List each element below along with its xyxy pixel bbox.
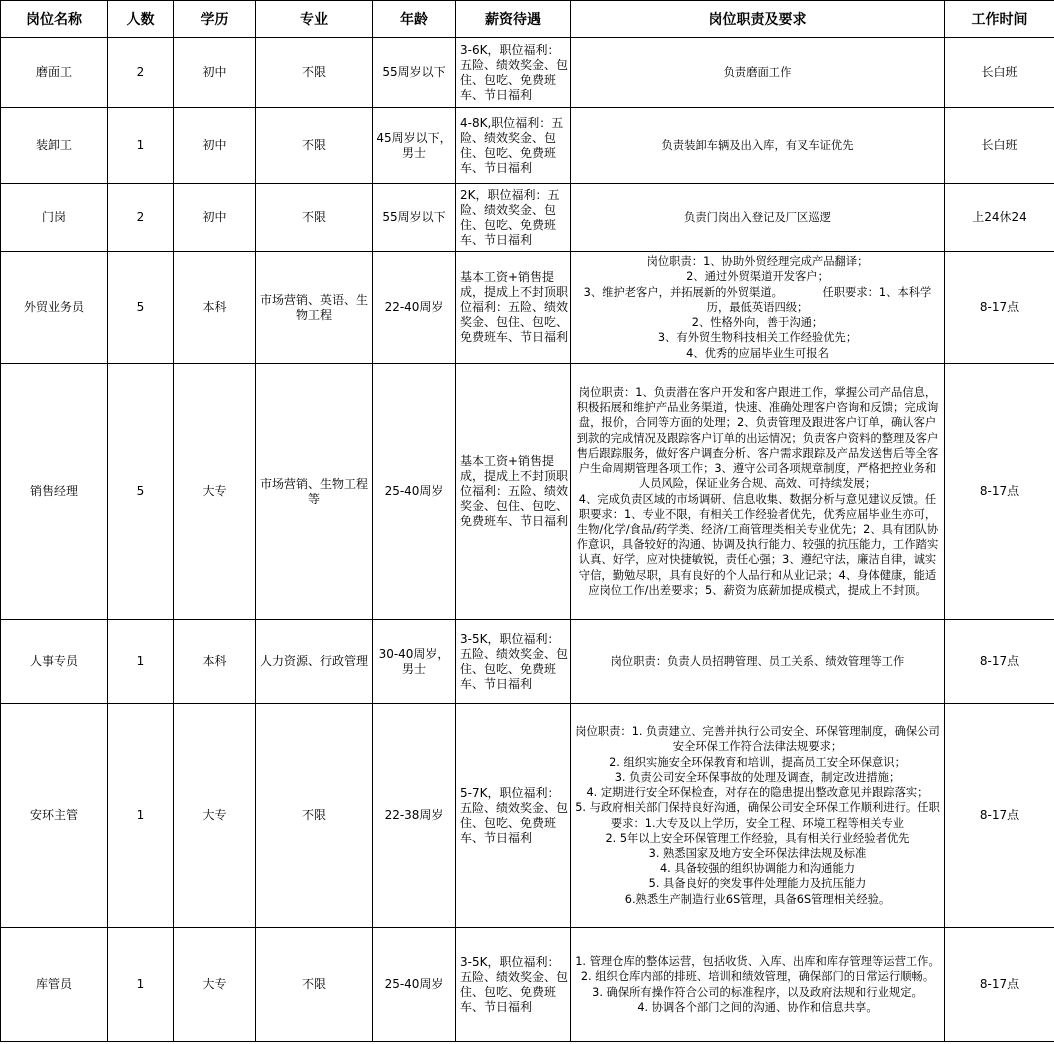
work-time: 8-17点 bbox=[945, 928, 1054, 1042]
table-row bbox=[1, 184, 1054, 252]
education: 本科 bbox=[174, 252, 256, 364]
duty-line: 4. 协调各个部门之间的沟通、协作和信息共享。 bbox=[637, 1000, 878, 1014]
duty-line: 岗位职责：负责人员招聘管理、员工关系、绩效管理等工作 bbox=[610, 654, 905, 668]
table-row bbox=[1, 252, 1054, 364]
work-time: 上24休24 bbox=[945, 184, 1054, 252]
duty-line: 6.熟悉生产制造行业6S管理，具备6S管理相关经验。 bbox=[624, 892, 891, 906]
major: 市场营销、英语、生物工程 bbox=[256, 252, 373, 364]
duties bbox=[571, 620, 945, 704]
duty-line: 3、有外贸生物科技相关工作经验优先； bbox=[657, 331, 858, 345]
education: 初中 bbox=[174, 108, 256, 184]
duty-line: 2、性格外向，善于沟通； bbox=[691, 316, 824, 330]
header-education: 学历 bbox=[174, 1, 256, 38]
education: 大专 bbox=[174, 364, 256, 620]
duty-line: 4、完成负责区域的市场调研、信息收集、数据分析与意见建议反馈。任职要求：1、专业不限，有相关工作经验者优先，优秀应届毕业生亦可，生物/化学/食品/药学类、经济/工商管理类相关专业优先；2、具有团队协作意识，具备较好的沟通、协调及执行能力、较强的抗压能力，工作踏实认真、好学，应对快捷敏锐，责任心强；3、遵纪守法，廉洁自律，诚实守信，勤勉尽职，具有良好的个人品行和从业记录；4、身体健康，能适应岗位工作/出差要求；5、薪资为底薪加提成模式，提成上不封顶。 bbox=[576, 492, 939, 597]
education: 初中 bbox=[174, 184, 256, 252]
salary: 2K，职位福利：五险、绩效奖金、包住、包吃、免费班车、节日福利 bbox=[456, 184, 571, 252]
age: 25-40周岁 bbox=[373, 928, 456, 1042]
major: 不限 bbox=[256, 928, 373, 1042]
work-time: 8-17点 bbox=[945, 620, 1054, 704]
major: 不限 bbox=[256, 184, 373, 252]
age: 25-40周岁 bbox=[373, 364, 456, 620]
duties bbox=[571, 38, 945, 108]
position-name: 磨面工 bbox=[1, 38, 108, 108]
duties bbox=[571, 108, 945, 184]
headcount: 5 bbox=[108, 364, 174, 620]
duty-line: 4、优秀的应届毕业生可报名 bbox=[686, 346, 829, 360]
work-time: 8-17点 bbox=[945, 252, 1054, 364]
salary: 基本工资+销售提成，提成上不封顶职位福利：五险、绩效奖金、包住、包吃、免费班车、节日福利 bbox=[456, 364, 571, 620]
table-row bbox=[1, 108, 1054, 184]
duties bbox=[571, 184, 945, 252]
headcount: 2 bbox=[108, 184, 174, 252]
duty-line: 岗位职责：1、协助外贸经理完成产品翻译； bbox=[646, 255, 869, 269]
duties bbox=[571, 252, 945, 364]
work-time: 长白班 bbox=[945, 38, 1054, 108]
education: 大专 bbox=[174, 704, 256, 928]
headcount: 1 bbox=[108, 928, 174, 1042]
headcount: 1 bbox=[108, 108, 174, 184]
table-row bbox=[1, 364, 1054, 620]
position-name: 装卸工 bbox=[1, 108, 108, 184]
duty-line: 岗位职责：1. 负责建立、完善并执行公司安全、环保管理制度，确保公司安全环保工作符合法律法规要求； bbox=[575, 725, 940, 754]
header-row bbox=[1, 1, 1054, 38]
education: 大专 bbox=[174, 928, 256, 1042]
headcount: 2 bbox=[108, 38, 174, 108]
education: 本科 bbox=[174, 620, 256, 704]
duty-line: 2. 组织实施安全环保教育和培训，提高员工安全环保意识； bbox=[609, 755, 906, 769]
duty-line: 4. 定期进行安全环保检查，对存在的隐患提出整改意见并跟踪落实； bbox=[586, 786, 929, 800]
position-name: 安环主管 bbox=[1, 704, 108, 928]
table-row bbox=[1, 704, 1054, 928]
duties bbox=[571, 928, 945, 1042]
duty-line: 2. 5年以上安全环保管理工作经验，具有相关行业经验者优先 bbox=[605, 831, 910, 845]
duty-line: 4. 具备较强的组织协调能力和沟通能力 bbox=[659, 862, 856, 876]
duty-line: 5. 与政府相关部门保持良好沟通，确保公司安全环保工作顺利进行。任职要求：1.大专及以上学历，安全工程、环境工程等相关专业 bbox=[575, 801, 940, 830]
table-row bbox=[1, 928, 1054, 1042]
duty-line: 2、通过外贸渠道开发客户； bbox=[686, 270, 829, 284]
salary: 3-5K，职位福利：五险、绩效奖金、包住、包吃、免费班车、节日福利 bbox=[456, 928, 571, 1042]
duty-line: 负责门岗出入登记及厂区巡逻 bbox=[684, 210, 831, 224]
salary: 4-8K,职位福利：五险、绩效奖金、包住、包吃、免费班车、节日福利 bbox=[456, 108, 571, 184]
age: 22-38周岁 bbox=[373, 704, 456, 928]
position-name: 门岗 bbox=[1, 184, 108, 252]
duty-line: 2. 组织仓库内部的排班、培训和绩效管理，确保部门的日常运行顺畅。 bbox=[580, 970, 935, 984]
headcount: 5 bbox=[108, 252, 174, 364]
salary: 5-7K，职位福利：五险、绩效奖金、包住、包吃、免费班车、节日福利 bbox=[456, 704, 571, 928]
table-row bbox=[1, 38, 1054, 108]
age: 30-40周岁，男士 bbox=[373, 620, 456, 704]
age: 22-40周岁 bbox=[373, 252, 456, 364]
headcount: 1 bbox=[108, 704, 174, 928]
header-work-time: 工作时间 bbox=[945, 1, 1054, 38]
major: 不限 bbox=[256, 38, 373, 108]
major: 不限 bbox=[256, 108, 373, 184]
header-age: 年龄 bbox=[373, 1, 456, 38]
salary: 基本工资+销售提成，提成上不封顶职位福利：五险、绩效奖金、包住、包吃、免费班车、节日福利 bbox=[456, 252, 571, 364]
header-duties: 岗位职责及要求 bbox=[571, 1, 945, 38]
duty-line: 1. 管理仓库的整体运营，包括收货、入库、出库和库存管理等运营工作。 bbox=[575, 955, 940, 969]
headcount: 1 bbox=[108, 620, 174, 704]
header-salary: 薪资待遇 bbox=[456, 1, 571, 38]
position-name: 人事专员 bbox=[1, 620, 108, 704]
salary: 3-5K，职位福利：五险、绩效奖金、包住、包吃、免费班车、节日福利 bbox=[456, 620, 571, 704]
duty-line: 5. 具备良好的突发事件处理能力及抗压能力 bbox=[648, 877, 867, 891]
position-name: 销售经理 bbox=[1, 364, 108, 620]
header-position: 岗位名称 bbox=[1, 1, 108, 38]
table-row bbox=[1, 620, 1054, 704]
duty-line: 3. 熟悉国家及地方安全环保法律法规及标准 bbox=[648, 846, 867, 860]
major: 人力资源、行政管理 bbox=[256, 620, 373, 704]
duty-line: 负责磨面工作 bbox=[723, 65, 792, 79]
position-name: 库管员 bbox=[1, 928, 108, 1042]
major: 市场营销、生物工程等 bbox=[256, 364, 373, 620]
work-time: 8-17点 bbox=[945, 364, 1054, 620]
education: 初中 bbox=[174, 38, 256, 108]
duty-line: 3. 确保所有操作符合公司的标准程序，以及政府法规和行业规定。 bbox=[592, 985, 923, 999]
work-time: 8-17点 bbox=[945, 704, 1054, 928]
major: 不限 bbox=[256, 704, 373, 928]
duty-line: 负责装卸车辆及出入库，有叉车证优先 bbox=[661, 138, 854, 152]
salary: 3-6K，职位福利：五险、绩效奖金、包住、包吃、免费班车、节日福利 bbox=[456, 38, 571, 108]
duty-line: 岗位职责：1、负责潜在客户开发和客户跟进工作，掌握公司产品信息，积极拓展和维护产品业务渠道，快速、准确处理客户咨询和反馈；完成询盘，报价，合同等方面的处理；2、负责管理及跟进客户订单，确认客户到款的完成情况及跟踪客户订单的出运情况；负责客户资料的整理及客户售后跟踪服务，做好客户调查分析、客户需求跟踪及产品发送售后等全客户生命周期管理各项工作；3、遵守公司各项规章制度，严格把控业务和人员风险，保证业务合规、高效、可持续发展； bbox=[576, 386, 939, 491]
age: 45周岁以下，男士 bbox=[373, 108, 456, 184]
position-name: 外贸业务员 bbox=[1, 252, 108, 364]
duties bbox=[571, 364, 945, 620]
header-major: 专业 bbox=[256, 1, 373, 38]
age: 55周岁以下 bbox=[373, 184, 456, 252]
header-count: 人数 bbox=[108, 1, 174, 38]
duties bbox=[571, 704, 945, 928]
age: 55周岁以下 bbox=[373, 38, 456, 108]
work-time: 长白班 bbox=[945, 108, 1054, 184]
duty-line: 3、维护老客户，并拓展新的外贸渠道。 任职要求：1、本科学历，最低英语四级； bbox=[583, 285, 932, 314]
duty-line: 3. 负责公司安全环保事故的处理及调查，制定改进措施； bbox=[614, 770, 901, 784]
